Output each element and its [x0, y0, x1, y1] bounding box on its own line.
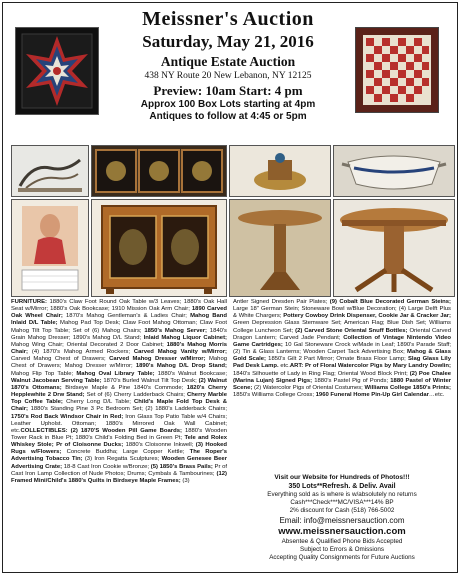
left-item-bold-18: (3) Hooked Rugs w/Flowers; [11, 442, 227, 456]
sculpture-image [12, 146, 88, 196]
pedestal-table-image [230, 200, 330, 296]
right-item-text-2: Green Depression Glass Stemware Set; American Flag; Blue Dish Set; Williams College Luncheon Set; [233, 320, 451, 334]
oriental-cabinet-photo [91, 199, 227, 297]
auction-header [103, 7, 353, 123]
left-item-text-0: 1880's Claw Foot Round Oak Table w/3 Leaves; 1880's Oak Hall Seat w/Mirror; 1880's Oak Bookcase; 1910 Mission Oak Arm Chair; [11, 299, 227, 313]
left-item-bold-7: Carved Mahog Dresser w/Mirror; [109, 356, 209, 363]
framed-quilt-photo [355, 27, 439, 113]
brass-item-image [230, 146, 330, 196]
contact-block [233, 473, 451, 562]
left-item-text-14: 1880's Standing Pine 3 Pc Bedroom Set; (2) 1880's Ladderback Chairs; [30, 406, 228, 413]
framed-quilt-image [356, 28, 438, 112]
preview-times: Preview: 10am Start: 4 pm [153, 83, 303, 98]
round-table-image [334, 200, 454, 296]
right-item-text-0: Antler Signed Dresden Pair Plates; [233, 299, 330, 305]
auction-flyer [2, 2, 458, 573]
left-item-text-16: 1880's Wooden Tower Rack in Blue Pt; 1880's Child's Folding Bed in Green Pt; [11, 427, 227, 441]
listing-right-column [233, 299, 451, 399]
right-item-bold-4: Collection of Vintage Nintendo Video Game Cartridges; [233, 334, 451, 348]
left-item-bold-22: (12) Framed Mini/Child's 1880's Quilts in Birdseye Maple Frames; [11, 470, 227, 484]
as-is-notice: Everything sold as is where is w/absolutely no returns [267, 491, 417, 498]
left-item-text-15: Iron Glass Top Patio Table w/4 Chairs; Leather Upholst. Ottoman; 1880's Mirrored Oak Wall Cabinet; etc. [11, 413, 227, 434]
left-item-bold-15: 1750's Rod Back Windsor Chair in Red; [11, 413, 126, 420]
oriental-cabinet-image [92, 200, 226, 296]
left-item-text-3: 1840's Grain Mahog Dresser; 1890's Mahog D/L Stand; [11, 327, 227, 341]
cash-discount-phone: 2% discount for Cash (518) 766-5002 [289, 507, 395, 514]
left-item-bold-19: The Roper's Advertising Tobacco Tin; [11, 449, 227, 463]
right-item-bold-7: ART: Pr of Floral Watercolor Pigs by Mary Landry Dowlin; [289, 363, 451, 370]
left-item-text-10: 1870's Burled Walnut Tilt Top Desk; [103, 377, 199, 384]
cabinet-doors-photo [91, 145, 227, 197]
right-item-text-6: etc. [280, 363, 290, 370]
left-item-bold-20: Wooden Genesee Beer Advertising Crate; [11, 456, 227, 470]
email-address[interactable]: Email: info@meissnersauction.com [279, 516, 405, 525]
right-item-bold-9: 1880 Pastel of Winter Scene; [233, 377, 452, 391]
left-item-bold-8: 1890's Mahog D/L Drop Stand; [135, 363, 227, 370]
left-item-bold-12: 1820's Cherry Hepplewhite 2 Drw Stand; [11, 384, 227, 399]
left-item-text-2: Mahog Pad Top Desk; Claw Foot Mahog Ottoman; Claw Foot Mahog Tilt Top Table; Set of (6) Mahog Chairs; [11, 320, 227, 334]
left-item-bold-9: Mahog Oval Library Table; [76, 370, 158, 377]
pinup-calendar-image [12, 200, 88, 296]
left-item-bold-2: Mahog Band Inlaid D/L Table; [11, 313, 228, 327]
right-item-text-9: (2) Watercolor Pigs of Oriental Costumes; [253, 384, 365, 391]
star-quilt-photo [15, 27, 99, 115]
auction-title: Meissner's Auction [142, 8, 314, 30]
left-item-text-19: (3) Iron Regatta Sculptures; [84, 456, 162, 463]
left-item-text-21: Pr of Cast Iron Lamp Collection of Nude Photos; Drums; Cymbals & Tambourines; [11, 463, 227, 477]
left-listing [11, 299, 227, 485]
left-item-text-6: Carved Mahog Chest of Drawers; [11, 356, 110, 363]
right-item-bold-6: Slag Glass Lily Pad Desk Lamp. [233, 356, 451, 370]
left-item-text-13: Cherry Long D/L Table; [66, 399, 135, 406]
left-item-bold-13: Cherry Marble Top Coffee Table; [11, 392, 227, 406]
left-item-text-7: Mahog Chest of Drawers; Mahog Dresser w/Mirror; [11, 356, 228, 370]
left-item-text-17: 1880's Cloisonne Inkwell; [125, 442, 196, 449]
left-item-text-9: 1880's Walnut Bookcase; [157, 370, 227, 377]
right-item-text-11: …etc. [428, 392, 445, 399]
sculpture-photo [11, 145, 89, 197]
right-item-text-8: 1880's Pastel Pig of Ponds; [314, 377, 391, 384]
payment-terms: Cash***Check***MC/VISA***14% BP [290, 499, 394, 506]
cabinet-doors-image [92, 146, 226, 196]
left-item-text-5: (4) 1870's Mahog Armed Rockers; [31, 349, 134, 356]
star-quilt-image [16, 28, 98, 114]
right-item-text-4: 10 Gal Stoneware Crock w/Made in Leaf; 1890's Parade Staff; (2) Tin & Glass Lanterns; Wooden Carpet Tack Advertising Box; [233, 341, 451, 356]
right-item-bold-2: Pottery Cowboy Drink Dispenser, Cookie Jar & Cracker Jar; [283, 313, 451, 320]
right-item-text-1: Large 18" German Stein; Stoneware Bowl w/Blue Decoration; (4) Large Delft Plus & White Chargers; [233, 306, 451, 320]
pinup-calendar-photo [11, 199, 89, 297]
left-item-text-20: 18-8 Cast Iron Cookie w/Bronze; [63, 463, 151, 470]
listing-left-column [11, 299, 227, 485]
left-item-bold-4: Inlaid Mahog Liquor Cabinet; [143, 334, 227, 341]
box-lots-notice: Approx 100 Box Lots starting at 4pm [140, 99, 316, 110]
left-item-bold-17: Tele and Rolex Whiskey Stole; Pr of Cloisonne Ducks; [11, 434, 227, 449]
consignment-notice: Accepting Quality Consignments for Future Auctions [269, 554, 415, 561]
bowl-image [334, 146, 454, 196]
round-table-photo [333, 199, 455, 297]
auction-date: Saturday, May 21, 2016 [142, 32, 314, 51]
absentee-notice: Absentee & Qualified Phone Bids Accepted [281, 538, 403, 545]
left-item-text-4: Mahog Wing Chair; Oriental Decorated 2 Door Cabinet; [11, 341, 167, 348]
left-item-bold-10: Walnut Jacobean Serving Table; [11, 377, 104, 384]
right-listing [233, 299, 451, 399]
left-item-bold-5: 1880's Mahog Morris Chair; [11, 341, 227, 356]
lots-count: 350 Lots**Refresh. & Deliv. Avail [288, 483, 396, 490]
left-item-bold-14: Child's Maple Fold Top Desk & Chair; [11, 399, 227, 413]
left-item-bold-0: FURNITURE: [11, 299, 50, 305]
left-item-bold-3: 1850's Mahog Server; [144, 327, 210, 334]
right-item-bold-10: Williams College 1850's Prints; [364, 384, 451, 391]
left-item-bold-1: 1890 Carved Oak Wheel Chair; [11, 306, 227, 320]
left-item-bold-11: (2) Walnut 1870's Ottomans; [11, 377, 227, 391]
pedestal-table-photo [229, 199, 331, 297]
left-item-bold-21: (5) 1850's Brass Pails; [150, 463, 215, 470]
auction-subtitle: Antique Estate Auction [160, 54, 296, 69]
left-item-bold-16: COLLECTIBLES: (2) 1870'S Wooden Pill Game Boards; [20, 427, 185, 434]
auction-address: 438 NY Route 20 New Lebanon, NY 12125 [144, 71, 312, 81]
right-item-bold-3: (2) Carved Stone Oriental Snuff Bottles; [295, 327, 410, 334]
website-link[interactable]: www.meissnersauction.com [278, 526, 406, 537]
left-item-bold-6: Carved Mahog Vanity w/Mirror; [133, 349, 227, 356]
brass-item-photo [229, 145, 331, 197]
right-item-bold-5: Mahog & Glass Gold Scale; [233, 349, 451, 363]
bowl-photo [333, 145, 455, 197]
left-item-text-8: Mahog Flip Top Table; [11, 370, 77, 377]
left-item-text-1: 1870's Mahog Gentleman's & Ladies Chair; [66, 313, 191, 320]
left-item-text-11: Birdseye Maple & Pine 1840's Commode; [65, 384, 187, 391]
right-item-bold-1: (9) Cobalt Blue Decorated German Steins; [329, 299, 451, 305]
right-item-bold-8: (2) Poe Chalee (Marina Lujan) Signed Pigs; [233, 370, 452, 384]
left-item-text-18: Concrete Buddha; Large Copper Kettle; [66, 449, 190, 456]
website-photos-notice: Visit our Website for Hundreds of Photos!!! [274, 474, 410, 481]
errors-notice: Subject to Errors & Omissions [300, 546, 384, 553]
right-item-bold-11: 1960 Funeral Home Pin-Up Girl Calendar [315, 392, 429, 399]
right-item-text-3: Oriental Carved Dragon Lantern; Carved Jade Pendant; [233, 327, 451, 341]
right-item-text-5: 1850's Gilt 2 Part Mirror; Ornate Brass Floor Lamp; [268, 356, 408, 363]
antiques-notice: Antiques to follow at 4:45 or 5pm [149, 111, 307, 122]
right-item-text-10: 1850's Williams College Cross; [233, 392, 316, 399]
left-item-text-22: (3) [182, 477, 190, 484]
left-item-text-12: Set of (6) Cherry Ladderback Chairs; [86, 392, 187, 399]
right-item-text-7: 1840's Silhouette of Lady in Ring Flag; Oriental Wood Block Print; [233, 370, 410, 377]
